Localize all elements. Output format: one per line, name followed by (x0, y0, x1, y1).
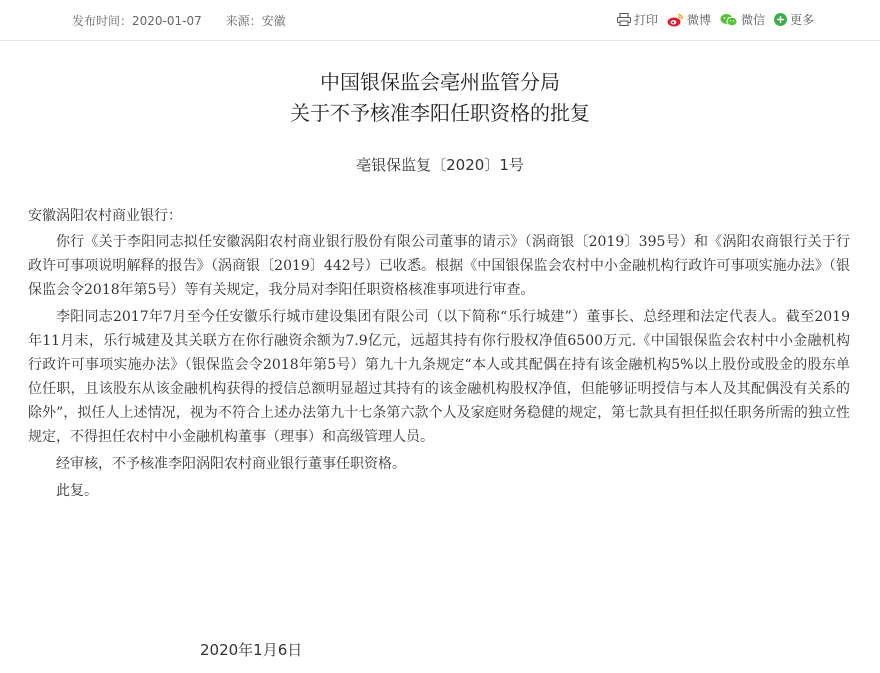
more-icon (774, 13, 787, 26)
article-meta (72, 12, 306, 29)
weibo-icon (667, 13, 684, 27)
body-paragraph: 此复。 (56, 483, 98, 499)
body-paragraph: 经审核，不予核准李阳涡阳农村商业银行董事任职资格。 (56, 456, 406, 472)
document-number: 亳银保监复〔2020〕1号 (356, 156, 524, 174)
more-share-button[interactable] (774, 11, 814, 28)
share-toolbar (617, 11, 823, 28)
publish-time: 发布时间：2020-01-07 (72, 14, 202, 28)
body-paragraph: 李阳同志2017年7月至今任安徽乐行城市建设集团有限公司（以下简称“乐行城建”）董事长、总经理和法定代表人。截至2019年11月末，乐行城建及其关联方在你行融资余额为7.9亿元，远超其持有你行股权净值6500万元.《中国银保监会农村中小金融机构行政许可事项实施办法》（银保监会令2018年第5号）第九十九条规定“本人或其配偶在持有该金融机构5%以上股份或股金的股东单位任职，且该股东从该金融机构获得的授信总额明显超过其持有的该金融机构股权净值，但能够证明授信与本人及其配偶没有关系的除外”，拟任人上述情况，视为不符合上述办法第九十七条第六款个人及家庭财务稳健的规定，第七款具有担任拟任职务所需的独立性规定，不得担任农村中小金融机构董事（理事）和高级管理人员。 (28, 309, 850, 445)
source-label: 来源：安徽 (225, 14, 286, 28)
body-paragraph: 你行《关于李阳同志拟任安徽涡阳农村商业银行股份有限公司董事的请示》（涡商银〔2019〕395号）和《涡阳农商银行关于行政许可事项说明解释的报告》（涡商银〔2019〕442号）已收悉。根据《中国银保监会农村中小金融机构行政许可事项实施办法》（银保监会令2018年第5号）等有关规定，我分局对李阳任职资格核准事项进行审查。 (28, 234, 850, 298)
printer-icon (617, 13, 631, 26)
document-title-line1: 中国银保监会亳州监管分局 (320, 70, 560, 94)
print-label: 打印 (634, 13, 659, 27)
addressee: 安徽涡阳农村商业银行： (28, 208, 182, 224)
article-info-bar (0, 0, 880, 41)
more-label: 更多 (790, 13, 815, 27)
print-button[interactable] (617, 11, 658, 28)
weibo-share-button[interactable] (667, 11, 711, 28)
wechat-label: 微信 (741, 13, 766, 27)
document-body (28, 204, 850, 506)
wechat-icon (720, 13, 738, 27)
wechat-share-button[interactable] (720, 11, 765, 28)
document-date: 2020年1月6日 (200, 641, 303, 659)
document-title-line2: 关于不予核准李阳任职资格的批复 (290, 101, 590, 125)
weibo-label: 微博 (687, 13, 712, 27)
